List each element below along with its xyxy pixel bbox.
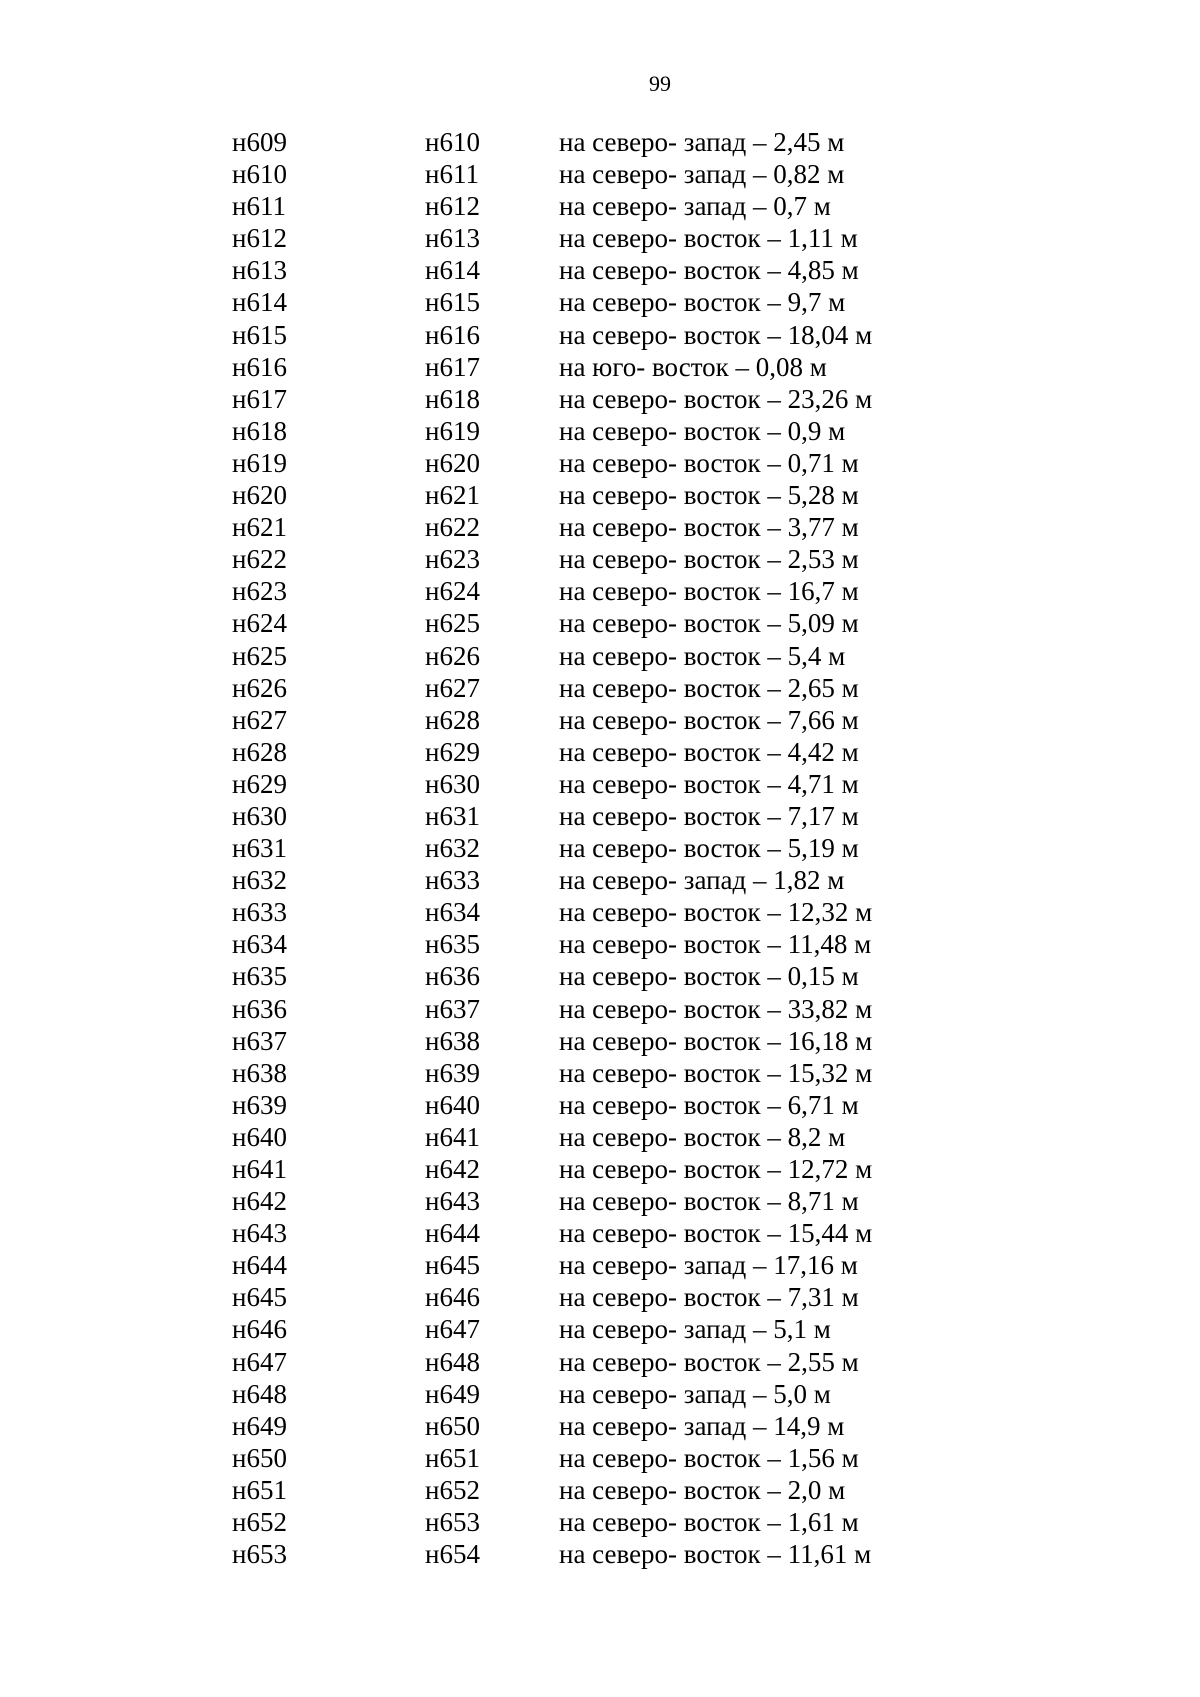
point-from: н642	[232, 1186, 287, 1217]
point-from: н616	[232, 351, 287, 382]
table-row	[0, 768, 1200, 800]
point-to: н653	[425, 1507, 480, 1538]
table-row	[0, 640, 1200, 672]
point-from: н627	[232, 704, 287, 735]
point-to: н635	[425, 929, 480, 960]
point-to: н611	[425, 159, 479, 190]
point-to: н636	[425, 961, 480, 992]
direction-distance: на северо- запад – 14,9 м	[559, 1410, 845, 1441]
table-row	[0, 1378, 1200, 1410]
point-to: н617	[425, 351, 480, 382]
point-to: н618	[425, 383, 480, 414]
direction-distance: на северо- восток – 2,55 м	[559, 1346, 859, 1377]
direction-distance: на северо- восток – 33,82 м	[559, 993, 873, 1024]
direction-distance: на северо- восток – 0,9 м	[559, 415, 846, 446]
point-to: н624	[425, 576, 480, 607]
point-to: н620	[425, 447, 480, 478]
table-row	[0, 993, 1200, 1025]
point-from: н630	[232, 800, 287, 831]
point-to: н619	[425, 415, 480, 446]
point-from: н637	[232, 1025, 287, 1056]
point-to: н639	[425, 1057, 480, 1088]
direction-distance: на северо- запад – 5,1 м	[559, 1314, 831, 1345]
direction-distance: на северо- запад – 0,7 м	[559, 191, 831, 222]
direction-distance: на северо- восток – 2,65 м	[559, 672, 859, 703]
point-from: н612	[232, 223, 287, 254]
direction-distance: на северо- восток – 11,48 м	[559, 929, 872, 960]
direction-distance: на северо- восток – 1,56 м	[559, 1442, 859, 1473]
point-from: н626	[232, 672, 287, 703]
direction-distance: на северо- восток – 1,11 м	[559, 223, 858, 254]
direction-distance: на северо- восток – 7,31 м	[559, 1282, 859, 1313]
table-row	[0, 190, 1200, 222]
point-to: н626	[425, 640, 480, 671]
table-row	[0, 1506, 1200, 1538]
table-row	[0, 1121, 1200, 1153]
direction-distance: на северо- запад – 2,45 м	[559, 127, 845, 157]
point-from: н648	[232, 1378, 287, 1409]
point-from: н613	[232, 255, 287, 286]
table-row	[0, 1185, 1200, 1217]
table-row	[0, 1153, 1200, 1185]
direction-distance: на северо- восток – 12,32 м	[559, 897, 873, 928]
point-to: н615	[425, 287, 480, 318]
table-row	[0, 575, 1200, 607]
direction-distance: на северо- восток – 0,15 м	[559, 961, 859, 992]
page-number: 99	[649, 71, 671, 96]
point-from: н641	[232, 1154, 287, 1184]
point-from: н631	[232, 833, 287, 864]
table-row	[0, 222, 1200, 254]
table-row	[0, 1313, 1200, 1345]
direction-distance: на северо- восток – 0,71 м	[559, 447, 859, 478]
point-to: н650	[425, 1410, 480, 1441]
point-to: н654	[425, 1539, 480, 1570]
direction-distance: на северо- восток – 12,72 м	[559, 1154, 873, 1184]
point-from: н632	[232, 865, 287, 896]
table-row	[0, 447, 1200, 479]
table-row	[0, 158, 1200, 190]
table-row	[0, 351, 1200, 383]
point-from: н633	[232, 897, 287, 928]
table-row	[0, 960, 1200, 992]
point-to: н616	[425, 319, 480, 350]
point-from: н622	[232, 544, 287, 575]
point-to: н646	[425, 1282, 480, 1313]
point-from: н635	[232, 961, 287, 992]
point-from: н652	[232, 1507, 287, 1538]
point-from: н611	[232, 191, 286, 222]
point-from: н653	[232, 1539, 287, 1570]
point-from: н640	[232, 1121, 287, 1152]
table-row	[0, 928, 1200, 960]
point-to: н637	[425, 993, 480, 1024]
direction-distance: на северо- восток – 4,71 м	[559, 768, 859, 799]
point-to: н631	[425, 800, 480, 831]
direction-distance: на северо- восток – 2,0 м	[559, 1474, 846, 1505]
table-row	[0, 286, 1200, 318]
table-row	[0, 479, 1200, 511]
table-row	[0, 896, 1200, 928]
direction-distance: на северо- восток – 7,66 м	[559, 704, 859, 735]
point-from: н615	[232, 319, 287, 350]
table-row	[0, 704, 1200, 736]
point-from: н636	[232, 993, 287, 1024]
point-to: н612	[425, 191, 480, 222]
point-from: н639	[232, 1089, 287, 1120]
direction-distance: на северо- запад – 17,16 м	[559, 1250, 858, 1281]
direction-distance: на северо- восток – 5,19 м	[559, 833, 859, 864]
table-row	[0, 319, 1200, 351]
direction-distance: на северо- восток – 8,2 м	[559, 1121, 846, 1152]
direction-distance: на северо- восток – 5,28 м	[559, 480, 859, 511]
table-row	[0, 1249, 1200, 1281]
point-from: н650	[232, 1442, 287, 1473]
table-row	[0, 1538, 1200, 1570]
point-to: н610	[425, 127, 480, 157]
table-row	[0, 672, 1200, 704]
point-to: н625	[425, 608, 480, 639]
point-from: н645	[232, 1282, 287, 1313]
point-from: н625	[232, 640, 287, 671]
point-from: н644	[232, 1250, 287, 1281]
point-from: н643	[232, 1218, 287, 1249]
table-row	[0, 800, 1200, 832]
point-to: н632	[425, 833, 480, 864]
point-from: н651	[232, 1474, 287, 1505]
table-row	[0, 1089, 1200, 1121]
direction-distance: на северо- восток – 16,18 м	[559, 1025, 873, 1056]
table-row	[0, 1057, 1200, 1089]
table-row	[0, 511, 1200, 543]
table-row	[0, 832, 1200, 864]
table-row	[0, 415, 1200, 447]
direction-distance: на северо- восток – 4,85 м	[559, 255, 859, 286]
point-to: н641	[425, 1121, 480, 1152]
table-row	[0, 1410, 1200, 1442]
direction-distance: на северо- восток – 23,26 м	[559, 383, 873, 414]
direction-distance: на юго- восток – 0,08 м	[559, 351, 827, 382]
point-to: н645	[425, 1250, 480, 1281]
table-row	[0, 864, 1200, 896]
direction-distance: на северо- запад – 1,82 м	[559, 865, 845, 896]
point-to: н630	[425, 768, 480, 799]
direction-distance: на северо- восток – 7,17 м	[559, 800, 859, 831]
table-row	[0, 607, 1200, 639]
point-from: н620	[232, 480, 287, 511]
point-from: н617	[232, 383, 287, 414]
point-from: н614	[232, 287, 287, 318]
point-to: н638	[425, 1025, 480, 1056]
boundary-description-table	[0, 126, 1200, 1570]
point-to: н642	[425, 1154, 480, 1184]
point-from: н628	[232, 736, 287, 767]
table-row	[0, 1442, 1200, 1474]
direction-distance: на северо- восток – 5,4 м	[559, 640, 846, 671]
point-from: н638	[232, 1057, 287, 1088]
point-to: н648	[425, 1346, 480, 1377]
table-row	[0, 1281, 1200, 1313]
point-from: н646	[232, 1314, 287, 1345]
table-row	[0, 126, 1200, 158]
direction-distance: на северо- восток – 2,53 м	[559, 544, 859, 575]
direction-distance: на северо- восток – 9,7 м	[559, 287, 846, 318]
point-from: н649	[232, 1410, 287, 1441]
direction-distance: на северо- восток – 15,32 м	[559, 1057, 873, 1088]
direction-distance: на северо- восток – 6,71 м	[559, 1089, 859, 1120]
point-to: н629	[425, 736, 480, 767]
table-row	[0, 254, 1200, 286]
point-to: н644	[425, 1218, 480, 1249]
point-to: н628	[425, 704, 480, 735]
table-row	[0, 1217, 1200, 1249]
direction-distance: на северо- запад – 0,82 м	[559, 159, 845, 190]
direction-distance: на северо- восток – 4,42 м	[559, 736, 859, 767]
point-from: н623	[232, 576, 287, 607]
table-row	[0, 543, 1200, 575]
table-row	[0, 1346, 1200, 1378]
table-row	[0, 383, 1200, 415]
direction-distance: на северо- восток – 16,7 м	[559, 576, 859, 607]
point-to: н652	[425, 1474, 480, 1505]
point-to: н647	[425, 1314, 480, 1345]
point-from: н647	[232, 1346, 287, 1377]
direction-distance: на северо- восток – 8,71 м	[559, 1186, 859, 1217]
point-to: н651	[425, 1442, 480, 1473]
point-from: н610	[232, 159, 287, 190]
direction-distance: на северо- восток – 1,61 м	[559, 1507, 859, 1538]
point-from: н621	[232, 512, 287, 543]
point-to: н614	[425, 255, 480, 286]
table-row	[0, 1025, 1200, 1057]
point-to: н613	[425, 223, 480, 254]
point-to: н633	[425, 865, 480, 896]
point-to: н623	[425, 544, 480, 575]
point-from: н619	[232, 447, 287, 478]
point-to: н621	[425, 480, 480, 511]
point-to: н627	[425, 672, 480, 703]
point-from: н618	[232, 415, 287, 446]
direction-distance: на северо- восток – 5,09 м	[559, 608, 859, 639]
point-to: н640	[425, 1089, 480, 1120]
point-from: н629	[232, 768, 287, 799]
direction-distance: на северо- восток – 18,04 м	[559, 319, 873, 350]
table-row	[0, 1474, 1200, 1506]
direction-distance: на северо- восток – 11,61 м	[559, 1539, 872, 1570]
point-to: н634	[425, 897, 480, 928]
table-row	[0, 736, 1200, 768]
direction-distance: на северо- восток – 3,77 м	[559, 512, 859, 543]
point-to: н643	[425, 1186, 480, 1217]
direction-distance: на северо- запад – 5,0 м	[559, 1378, 831, 1409]
direction-distance: на северо- восток – 15,44 м	[559, 1218, 873, 1249]
point-from: н624	[232, 608, 287, 639]
point-from: н634	[232, 929, 287, 960]
point-to: н622	[425, 512, 480, 543]
point-from: н609	[232, 127, 287, 157]
point-to: н649	[425, 1378, 480, 1409]
